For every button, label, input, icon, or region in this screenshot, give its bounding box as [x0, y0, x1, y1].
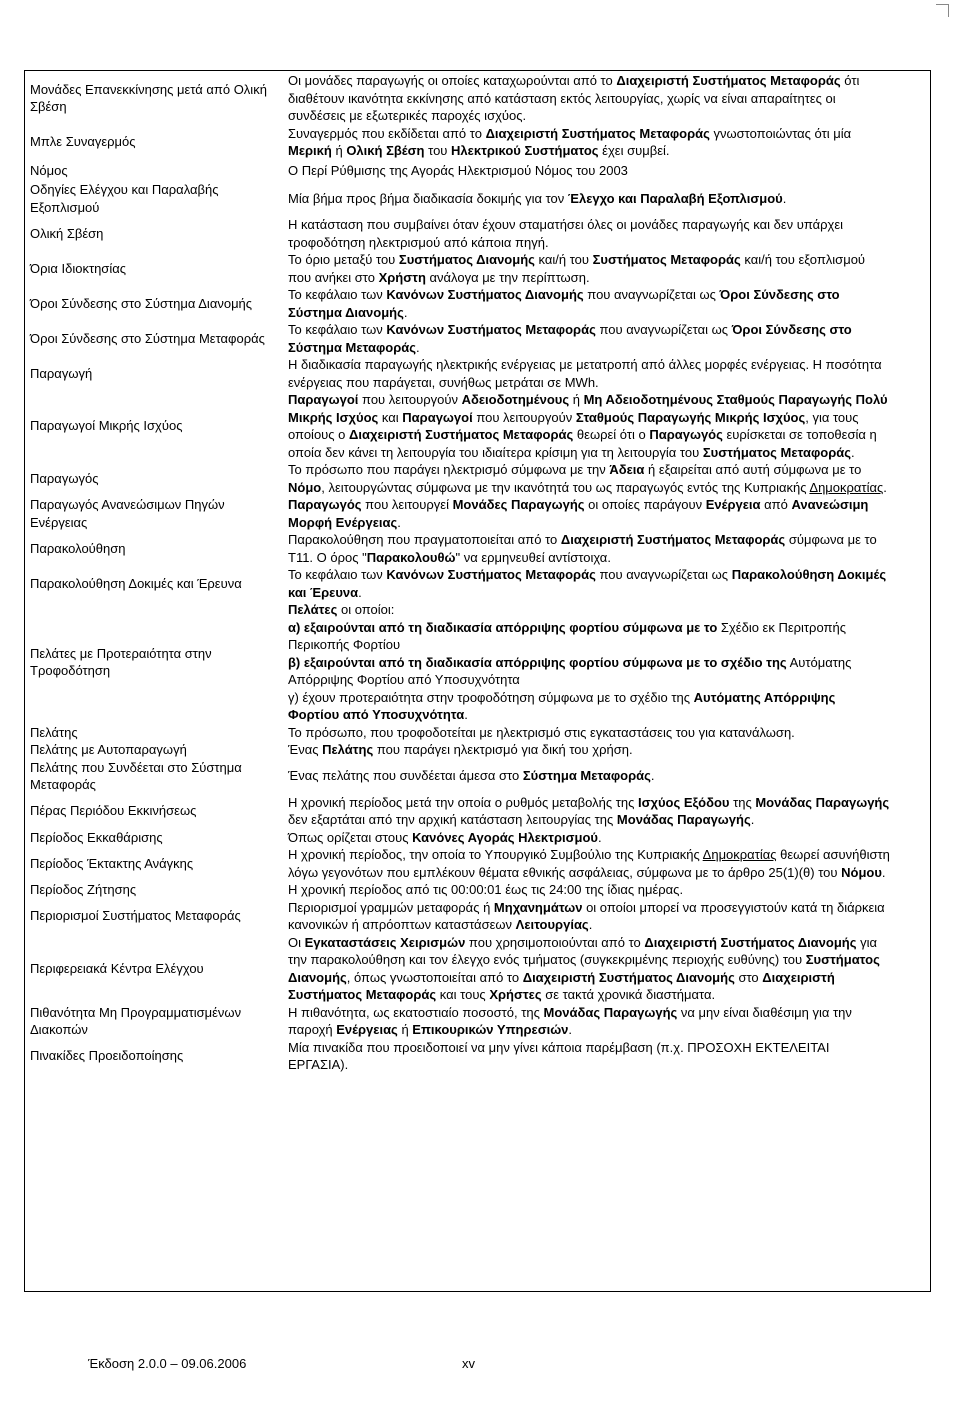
glossary-definition: Η κατάσταση που συμβαίνει όταν έχουν σταματήσει όλες οι μονάδες παραγωγής και δεν υπάρχει τροφοδότηση ηλεκτρισμού από κάποια πηγή.: [288, 217, 844, 250]
crop-mark: [936, 4, 949, 17]
glossary-definition: Παρακολούθηση που πραγματοποιείται από το Διαχειριστή Συστήματος Μεταφοράς σύμφωνα με το Τ11. Ο όρος "Παρακολουθώ" να ερμηνευθεί αντίστοιχα.: [288, 532, 877, 565]
glossary-term: Περιφερειακά Κέντρα Ελέγχου: [30, 960, 204, 976]
glossary-row: [30, 160, 890, 182]
glossary-term: Περίοδος Έκτακτης Ανάγκης: [30, 855, 194, 871]
glossary-row: [30, 72, 890, 125]
glossary-definition: Περιορισμοί γραμμών μεταφοράς ή Μηχανημάτων οι οποίοι μπορεί να προσεγγιστούν κατά τη διάρκεια κανονικών ή απρόοπτων καταστάσεων Λειτουργίας.: [288, 899, 885, 932]
glossary-row: [30, 566, 890, 601]
glossary-row: [30, 1004, 890, 1039]
glossary-definition: Το όριο μεταξύ του Συστήματος Διανομής και/ή του Συστήματος Μεταφοράς και/ή του εξοπλισμού που ανήκει στο Χρήστη ανάλογα με την περίπτωση.: [288, 252, 866, 285]
glossary-definition: Η διαδικασία παραγωγής ηλεκτρικής ενέργειας με μετατροπή από άλλες μορφές ενέργειας. Η ποσότητα ενέργειας που παράγεται, συνήθως μετράται σε MWh.: [288, 357, 882, 390]
glossary-definition: Όπως ορίζεται στους Κανόνες Αγοράς Ηλεκτρισμού.: [288, 829, 602, 845]
glossary-definition: Ένας Πελάτης που παράγει ηλεκτρισμό για δική του χρήση.: [288, 742, 633, 757]
glossary-term: Νόμος: [30, 162, 68, 178]
glossary-term: Όρια Ιδιοκτησίας: [30, 260, 127, 276]
glossary-table: [30, 72, 890, 1074]
glossary-definition: Παραγωγοί που λειτουργούν Αδειοδοτημένους ή Μη Αδειοδοτημένους Σταθμούς Παραγωγής Πολύ Μικρής Ισχύος και Παραγωγοί που λειτουργούν Σταθμούς Παραγωγής Μικρής Ισχύος, για τους οποίους ο Διαχειριστή Συστήματος Μεταφοράς θεωρεί ότι ο Παραγωγός ευρίσκεται σε τοποθεσία η οποία δεν κάνει τη λειτουργία του ιδιαίτερα κρίσιμη για τη λειτουργία του Συστήματος Μεταφοράς.: [288, 392, 888, 460]
glossary-row: [30, 741, 890, 759]
glossary-row: [30, 251, 890, 286]
glossary-row: [30, 531, 890, 566]
glossary-term: Παραγωγή: [30, 365, 93, 381]
glossary-term: Παρακολούθηση Δοκιμές και Έρευνα: [30, 575, 242, 591]
glossary-row: [30, 899, 890, 934]
glossary-row: [30, 881, 890, 899]
glossary-definition: Ένας πελάτης που συνδέεται άμεσα στο Σύστημα Μεταφοράς.: [288, 768, 655, 784]
glossary-row: [30, 601, 890, 724]
glossary-row: [30, 794, 890, 829]
glossary-definition: Οι Εγκαταστάσεις Χειρισμών που χρησιμοποιούνται από το Διαχειριστή Συστήματος Διανομής για την παρακολούθηση και τον έλεγχο ενός τμήματος (συγκεκριμένης περιοχής ευθύνης) του Συστήματος Διανομής, όπως γνωστοποιείται από το Διαχειριστή Συστήματος Διανομής στο Διαχειριστή Συστήματος Μεταφοράς και τους Χρήστες σε τακτά χρονικά διαστήματα.: [288, 934, 880, 1002]
glossary-row: [30, 846, 890, 881]
glossary-term: Πέρας Περιόδου Εκκινήσεως: [30, 803, 197, 819]
glossary-definition: Το κεφάλαιο των Κανόνων Συστήματος Μεταφοράς που αναγνωρίζεται ως Παρακολούθηση Δοκιμές και Έρευνα.: [288, 567, 887, 600]
footer-page-number: xv: [462, 1356, 475, 1371]
glossary-definition: Το πρόσωπο που παράγει ηλεκτρισμό σύμφωνα με την Άδεια ή εξαιρείται από αυτή σύμφωνα με το Νόμο, λειτουργώντας σύμφωνα με την ικανότητά του ως παραγωγός εντός της Κυπριακής Δημοκρατίας.: [288, 462, 887, 495]
glossary-row: [30, 181, 890, 216]
glossary-row: [30, 759, 890, 794]
glossary-definition: Η χρονική περίοδος, την οποία το Υπουργικό Συμβούλιο της Κυπριακής Δημοκρατίας θεωρεί ασυνήθιστη λόγω γεγονότων που εμπλέκουν θέματα εθνικής ασφάλειας, σύμφωνα με το άρθρο 25(1)(θ) του Νόμου.: [288, 847, 890, 880]
glossary-term: Παραγωγός: [30, 470, 99, 486]
glossary-term: Πελάτης με Αυτοπαραγωγή: [30, 742, 187, 757]
glossary-definition: Μία βήμα προς βήμα διαδικασία δοκιμής για τον Έλεγχο και Παραλαβή Εξοπλισμού.: [288, 190, 787, 206]
glossary-body: [30, 72, 890, 1074]
glossary-term: Μονάδες Επανεκκίνησης μετά από Ολική Σβέση: [30, 81, 267, 115]
glossary-term: Πινακίδες Προειδοποίησης: [30, 1048, 184, 1064]
glossary-definition: Το πρόσωπο, που τροφοδοτείται με ηλεκτρισμό στις εγκαταστάσεις του για κατανάλωση.: [288, 724, 795, 740]
glossary-definition: Μία πινακίδα που προειδοποιεί να μην γίνει κάποια παρέμβαση (π.χ. ΠΡΟΣΟΧΗ ΕΚΤΕΛΕΙΤΑΙ ΕΡΓΑΣΙΑ).: [288, 1039, 830, 1072]
glossary-term: Παραγωγοί Μικρής Ισχύος: [30, 418, 183, 434]
glossary-row: [30, 934, 890, 1004]
glossary-term: Περίοδος Ζήτησης: [30, 882, 137, 897]
glossary-definition: Η χρονική περίοδος μετά την οποία ο ρυθμός μεταβολής της Ισχύος Εξόδου της Μονάδας Παραγωγής δεν εξαρτάται από την αρχική κατάσταση λειτουργίας της Μονάδας Παραγωγής.: [288, 794, 890, 827]
glossary-definition: Το κεφάλαιο των Κανόνων Συστήματος Μεταφοράς που αναγνωρίζεται ως Όροι Σύνδεσης στο Σύστημα Μεταφοράς.: [288, 322, 852, 355]
glossary-row: [30, 1039, 890, 1074]
glossary-definition: Η πιθανότητα, ως εκατοστιαίο ποσοστό, της Μονάδας Παραγωγής να μην είναι διαθέσιμη για την παροχή Ενέργειας ή Επικουρικών Υπηρεσιών.: [288, 1004, 852, 1037]
glossary-term: Περίοδος Εκκαθάρισης: [30, 829, 163, 845]
glossary-definition: Παραγωγός που λειτουργεί Μονάδες Παραγωγής οι οποίες παράγουν Ενέργεια από Ανανεώσιμη Μορφή Ενέργειας.: [288, 497, 869, 530]
glossary-row: [30, 125, 890, 160]
glossary-term: Ολική Σβέση: [30, 225, 104, 241]
footer-version: Έκδοση 2.0.0 – 09.06.2006: [88, 1356, 247, 1371]
glossary-row: [30, 829, 890, 847]
glossary-row: [30, 391, 890, 461]
glossary-row: [30, 286, 890, 321]
glossary-term: Παρακολούθηση: [30, 540, 126, 556]
glossary-term: Πελάτης που Συνδέεται στο Σύστημα Μεταφοράς: [30, 759, 242, 792]
glossary-definition: Το κεφάλαιο των Κανόνων Συστήματος Διανομής που αναγνωρίζεται ως Όροι Σύνδεσης στο Σύστημα Διανομής.: [288, 287, 840, 320]
glossary-term: Πιθανότητα Μη Προγραμματισμένων Διακοπών: [30, 1004, 242, 1037]
glossary-definition: Η χρονική περίοδος από τις 00:00:01 έως τις 24:00 της ίδιας ημέρας.: [288, 882, 684, 897]
glossary-row: [30, 496, 890, 531]
glossary-term: Πελάτες με Προτεραιότητα στην Τροφοδότηση: [30, 645, 212, 679]
glossary-row: [30, 724, 890, 742]
glossary-definition: Πελάτες οι οποίοι: α) εξαιρούνται από τη διαδικασία απόρριψης φορτίου σύμφωνα με το Σχέδιο εκ Περιτροπής Περικοπής Φορτίου β) εξαιρούνται από τη διαδικασία απόρριψης φορτίου σύμφωνα με το σχέδιο της Αυτόματης Απόρριψης Φορτίου από Υποσυχνότητα γ) έχουν προτεραιότητα στην τροφοδότηση σύμφωνα με το σχέδιο της Αυτόματης Απόρριψης Φορτίου από Υποσυχνότητα.: [288, 602, 852, 722]
glossary-row: [30, 356, 890, 391]
glossary-term: Περιορισμοί Συστήματος Μεταφοράς: [30, 908, 241, 924]
glossary-term: Οδηγίες Ελέγχου και Παραλαβής Εξοπλισμού: [30, 182, 219, 215]
glossary-term: Όροι Σύνδεσης στο Σύστημα Διανομής: [30, 295, 253, 311]
glossary-row: [30, 321, 890, 356]
glossary-definition: Συναγερμός που εκδίδεται από το Διαχειριστή Συστήματος Μεταφοράς γνωστοποιώντας ότι μία Μερική ή Ολική Σβέση του Ηλεκτρικού Συστήματος έχει συμβεί.: [288, 125, 852, 158]
glossary-row: [30, 216, 890, 251]
glossary-term: Πελάτης: [30, 724, 78, 740]
glossary-row: [30, 461, 890, 496]
glossary-definition: Ο Περί Ρύθμισης της Αγοράς Ηλεκτρισμού Νόμος του 2003: [288, 162, 628, 178]
glossary-term: Μπλε Συναγερμός: [30, 134, 136, 150]
glossary-term: Παραγωγός Ανανεώσιμων Πηγών Ενέργειας: [30, 497, 225, 530]
glossary-definition: Οι μονάδες παραγωγής οι οποίες καταχωρούνται από το Διαχειριστή Συστήματος Μεταφοράς ότι διαθέτουν ικανότητα εκκίνησης από κατάσταση εκτός λειτουργίας, χωρίς να είναι απαραίτητες οι συνδέσεις με εξωτερικές παροχές ισχύος.: [288, 73, 860, 123]
glossary-term: Όροι Σύνδεσης στο Σύστημα Μεταφοράς: [30, 330, 265, 346]
